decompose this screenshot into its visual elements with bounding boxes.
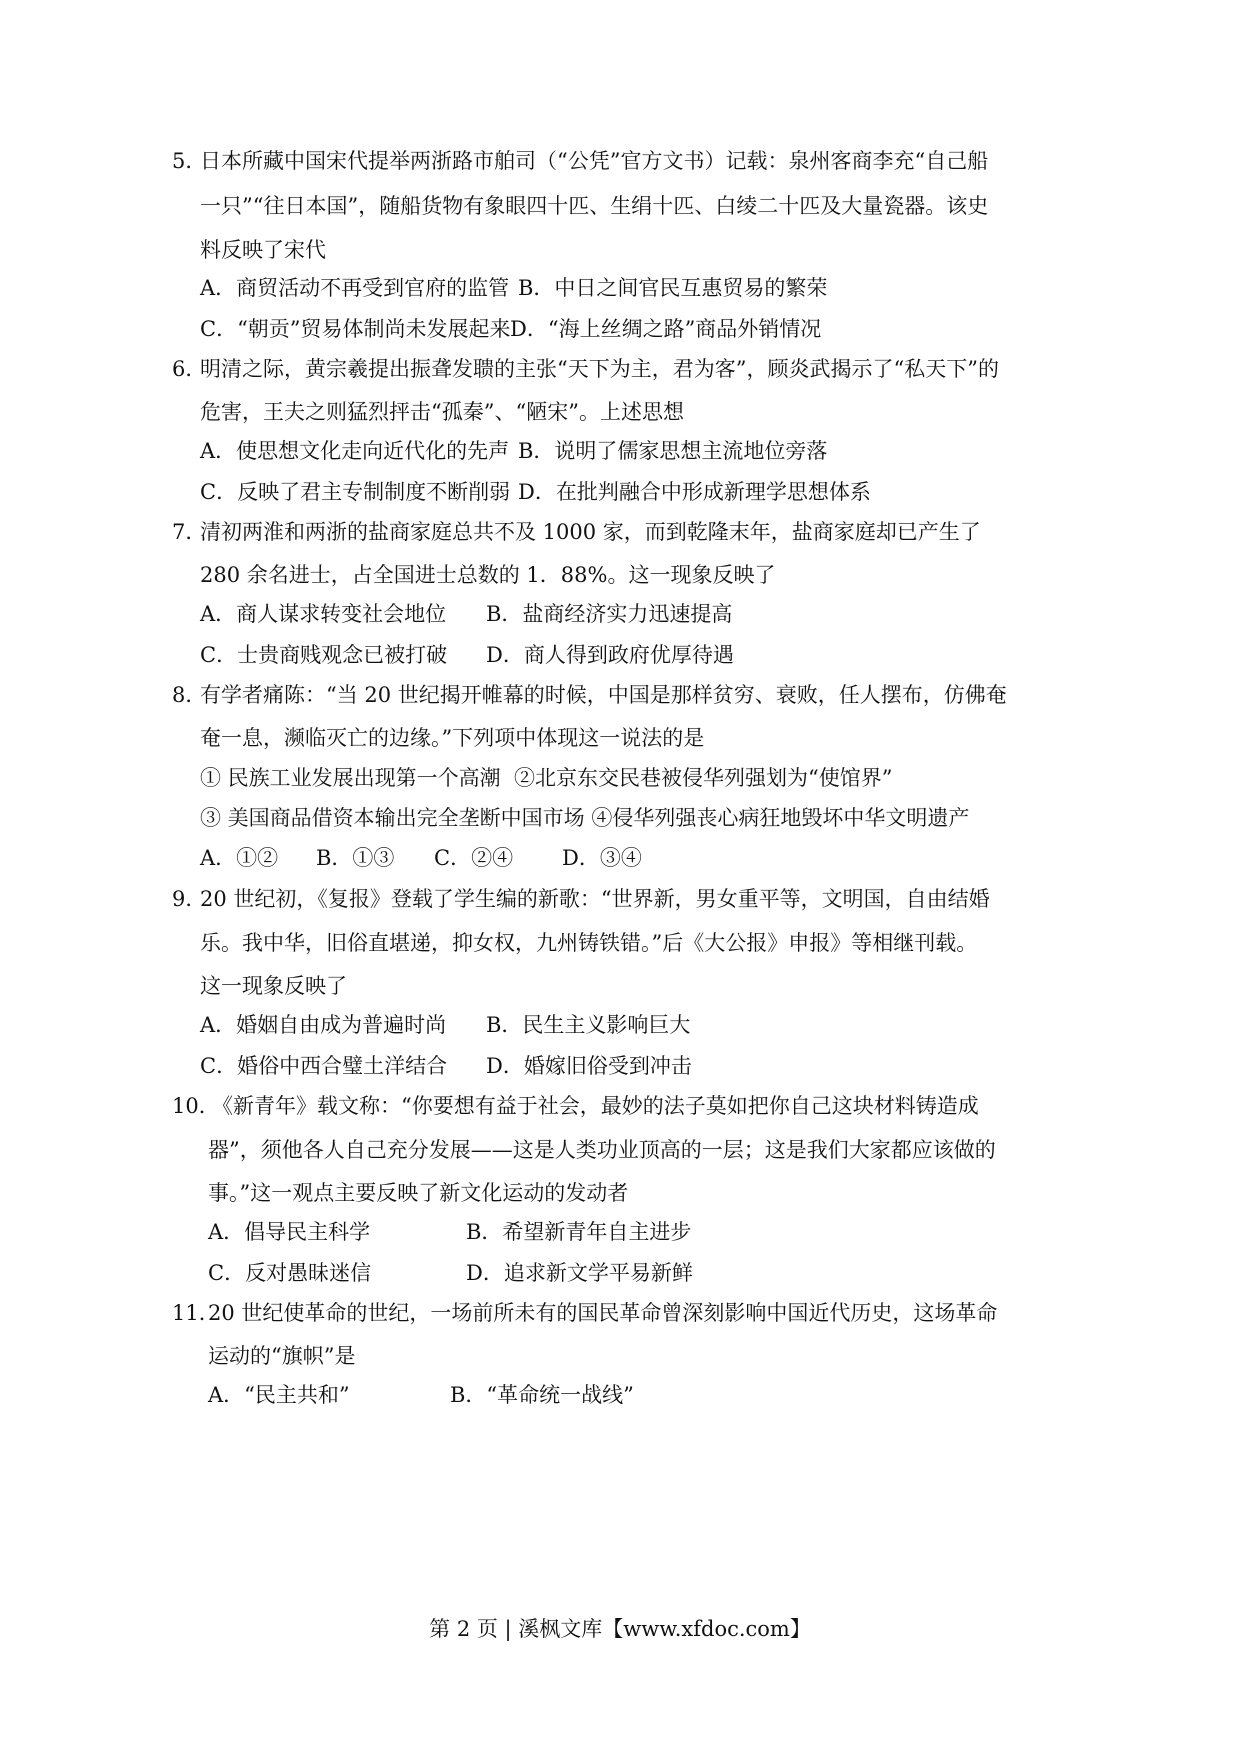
option-a: A．婚姻自由成为普遍时尚 <box>200 1013 447 1037</box>
question-text-line: 这一现象反映了 <box>200 974 347 998</box>
question-text-line: 20 世纪使革命的世纪，一场前所未有的国民革命曾深刻影响中国近代历史，这场革命 <box>208 1301 998 1325</box>
question-text-line: 运动的“旗帜”是 <box>208 1344 356 1368</box>
question-text-line: 器”，须他各人自己充分发展——这是人类功业顶高的一层；这是我们大家都应该做的 <box>208 1138 996 1162</box>
question-text-line: 日本所藏中国宋代提举两浙路市舶司（“公凭”官方文书）记载：泉州客商李充“自己船 <box>200 149 989 173</box>
question-text-line: 奄一息，濒临灭亡的边缘。”下列项中体现这一说法的是 <box>200 726 705 750</box>
option-b: B．说明了儒家思想主流地位旁落 <box>518 439 828 463</box>
option-a: A．“民主共和” <box>208 1383 350 1407</box>
question-text-line: 料反映了宋代 <box>200 238 326 262</box>
option-b: B．希望新青年自主进步 <box>466 1220 692 1244</box>
option-d: D．婚嫁旧俗受到冲击 <box>486 1054 692 1078</box>
option-d: D．在批判融合中形成新理学思想体系 <box>518 480 871 504</box>
page-footer: 第 2 页 | 溪枫文库【www.xfdoc.com】 <box>429 1617 811 1641</box>
question-text-line: 明清之际，黄宗羲提出振聋发聩的主张“天下为主，君为客”，顾炎武揭示了“私天下”的 <box>200 357 999 381</box>
question-text-line: 有学者痛陈：“当 20 世纪揭开帷幕的时候，中国是那样贫穷、衰败，任人摆布，仿佛奄 <box>200 683 1007 707</box>
option-b: B．“革命统一战线” <box>450 1383 634 1407</box>
option-c: C．婚俗中西合璧土洋结合 <box>200 1054 448 1078</box>
option-c: C．反映了君主专制制度不断削弱 <box>200 480 511 504</box>
question-number: 11． <box>172 1301 220 1325</box>
option-d: D．③④ <box>562 846 642 870</box>
question-text-line: 一只”“往日本国”，随船货物有象眼四十匹、生绢十匹、白绫二十匹及大量瓷器。该史 <box>200 194 989 218</box>
question-number: 10． <box>172 1094 220 1118</box>
question-text-line: 《新青年》载文称：“你要想有益于社会，最妙的法子莫如把你自己这块材料铸造成 <box>212 1094 979 1118</box>
question-text-line: 280 余名进士，占全国进士总数的 1．88%。这一现象反映了 <box>200 563 776 587</box>
question-text-line: 乐。我中华，旧俗直堪递，抑女权，九州铸铁错。”后《大公报》申报》等相继刊载。 <box>200 931 978 955</box>
option-b: B．盐商经济实力迅速提高 <box>486 602 733 626</box>
question-number: 5． <box>172 149 207 173</box>
question-number: 9． <box>172 887 207 911</box>
option-b: B．①③ <box>316 846 395 870</box>
option-c: C．反对愚昧迷信 <box>208 1261 372 1285</box>
option-d: D．“海上丝绸之路”商品外销情况 <box>510 317 822 341</box>
question-number: 7． <box>172 520 207 544</box>
option-d: D．商人得到政府优厚待遇 <box>486 643 734 667</box>
question-text-line: 事。”这一观点主要反映了新文化运动的发动者 <box>208 1181 629 1205</box>
option-a: A．倡导民主科学 <box>208 1220 371 1244</box>
statement-item: ① 民族工业发展出现第一个高潮 <box>200 766 501 790</box>
option-b: B．中日之间官民互惠贸易的繁荣 <box>518 276 828 300</box>
option-d: D．追求新文学平易新鲜 <box>466 1261 693 1285</box>
option-a: A．商贸活动不再受到官府的监管 <box>200 276 510 300</box>
option-a: A．①② <box>200 846 279 870</box>
option-a: A．使思想文化走向近代化的先声 <box>200 439 510 463</box>
option-a: A．商人谋求转变社会地位 <box>200 602 447 626</box>
option-c: C．②④ <box>434 846 514 870</box>
question-number: 8． <box>172 683 207 707</box>
option-b: B．民生主义影响巨大 <box>486 1013 691 1037</box>
question-text-line: 清初两淮和两浙的盐商家庭总共不及 1000 家，而到乾隆末年，盐商家庭却已产生了 <box>200 520 981 544</box>
question-text-line: 危害，王夫之则猛烈抨击“孤秦”、“陋宋”。上述思想 <box>200 400 684 424</box>
statement-item: ③ 美国商品借资本输出完全垄断中国市场 ④侵华列强丧心病狂地毁坏中华文明遗产 <box>200 806 970 830</box>
question-text-line: 20 世纪初，《复报》登载了学生编的新歌：“世界新，男女重平等，文明国，自由结婚 <box>200 887 990 911</box>
statement-item: ②北京东交民巷被侵华列强划为“使馆界” <box>514 766 893 790</box>
option-c: C．“朝贡”贸易体制尚未发展起来 <box>200 317 511 341</box>
question-number: 6． <box>172 357 207 381</box>
option-c: C．士贵商贱观念已被打破 <box>200 643 448 667</box>
